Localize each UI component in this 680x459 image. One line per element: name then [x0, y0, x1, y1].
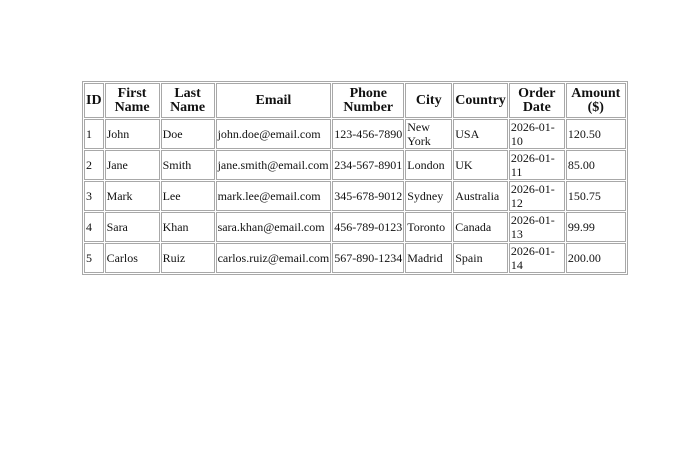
- header-order-date-line2: Date: [522, 99, 551, 115]
- table-row: [84, 119, 626, 149]
- cell-phone: 567-890-1234: [332, 243, 404, 273]
- cell-order-date-line1: 2026-01-: [510, 120, 555, 134]
- cell-city-line1: London: [407, 158, 445, 172]
- cell-email: carlos.ruiz@email.com: [216, 243, 332, 273]
- header-city: City: [405, 83, 452, 118]
- cell-last-name: Ruiz: [161, 243, 215, 273]
- header-first-name-line1: First: [117, 85, 147, 101]
- header-phone-number: [332, 83, 404, 118]
- cell-order-date-line1: 2026-01-: [510, 182, 555, 196]
- cell-order-date-line2: 12: [510, 196, 523, 210]
- cell-country: Australia: [453, 181, 508, 211]
- header-last-name: [161, 83, 215, 118]
- cell-first-name: John: [105, 119, 160, 149]
- cell-order-date-line2: 13: [510, 227, 523, 241]
- header-last-name-line2: Name: [170, 99, 206, 115]
- orders-table: [82, 81, 628, 275]
- cell-city-line1: Madrid: [407, 251, 443, 265]
- cell-country: Canada: [453, 212, 508, 242]
- header-first-name: [105, 83, 160, 118]
- cell-email: sara.khan@email.com: [216, 212, 332, 242]
- table-row: [84, 150, 626, 180]
- cell-order-date: [509, 181, 565, 211]
- cell-amount: 150.75: [566, 181, 626, 211]
- header-id: ID: [84, 83, 104, 118]
- table-row: [84, 181, 626, 211]
- cell-first-name: Mark: [105, 181, 160, 211]
- cell-id: 1: [84, 119, 104, 149]
- header-amount: [566, 83, 626, 118]
- cell-amount: 200.00: [566, 243, 626, 273]
- cell-amount: 120.50: [566, 119, 626, 149]
- header-order-date-line1: Order: [518, 85, 556, 101]
- cell-last-name: Khan: [161, 212, 215, 242]
- header-phone-line1: Phone: [349, 85, 387, 101]
- table-row: [84, 212, 626, 242]
- header-last-name-line1: Last: [174, 85, 201, 101]
- cell-amount: 85.00: [566, 150, 626, 180]
- cell-order-date-line2: 10: [510, 134, 523, 148]
- cell-phone: 234-567-8901: [332, 150, 404, 180]
- cell-last-name: Smith: [161, 150, 215, 180]
- cell-email: john.doe@email.com: [216, 119, 332, 149]
- cell-id: 4: [84, 212, 104, 242]
- cell-order-date: [509, 119, 565, 149]
- cell-country: Spain: [453, 243, 508, 273]
- header-amount-line1: Amount: [571, 85, 621, 101]
- header-amount-line2: ($): [587, 99, 604, 115]
- cell-first-name: Sara: [105, 212, 160, 242]
- cell-country: USA: [453, 119, 508, 149]
- table-header: [84, 83, 626, 118]
- cell-city: [405, 119, 452, 149]
- cell-order-date-line2: 14: [510, 258, 523, 272]
- cell-city: [405, 181, 452, 211]
- cell-id: 2: [84, 150, 104, 180]
- cell-amount: 99.99: [566, 212, 626, 242]
- cell-city: [405, 150, 452, 180]
- header-country: Country: [453, 83, 508, 118]
- cell-id: 3: [84, 181, 104, 211]
- header-phone-line2: Number: [343, 99, 394, 115]
- cell-order-date-line2: 11: [510, 165, 523, 179]
- table-body: [84, 119, 626, 273]
- cell-city-line1: Sydney: [407, 189, 444, 203]
- cell-country: UK: [453, 150, 508, 180]
- cell-city-line2: York: [407, 134, 431, 148]
- cell-order-date: [509, 212, 565, 242]
- cell-order-date: [509, 150, 565, 180]
- cell-phone: 456-789-0123: [332, 212, 404, 242]
- cell-last-name: Doe: [161, 119, 215, 149]
- header-first-name-line2: Name: [114, 99, 150, 115]
- header-email: Email: [216, 83, 332, 118]
- cell-last-name: Lee: [161, 181, 215, 211]
- header-row: [84, 83, 626, 118]
- cell-city-line1: New: [407, 120, 430, 134]
- cell-phone: 123-456-7890: [332, 119, 404, 149]
- cell-city: [405, 212, 452, 242]
- cell-id: 5: [84, 243, 104, 273]
- cell-email: jane.smith@email.com: [216, 150, 332, 180]
- cell-city: [405, 243, 452, 273]
- table-row: [84, 243, 626, 273]
- cell-order-date-line1: 2026-01-: [510, 151, 555, 165]
- cell-phone: 345-678-9012: [332, 181, 404, 211]
- cell-first-name: Carlos: [105, 243, 160, 273]
- cell-email: mark.lee@email.com: [216, 181, 332, 211]
- cell-order-date-line1: 2026-01-: [510, 244, 555, 258]
- cell-order-date: [509, 243, 565, 273]
- cell-city-line1: Toronto: [407, 220, 446, 234]
- cell-first-name: Jane: [105, 150, 160, 180]
- cell-order-date-line1: 2026-01-: [510, 213, 555, 227]
- header-order-date: [509, 83, 565, 118]
